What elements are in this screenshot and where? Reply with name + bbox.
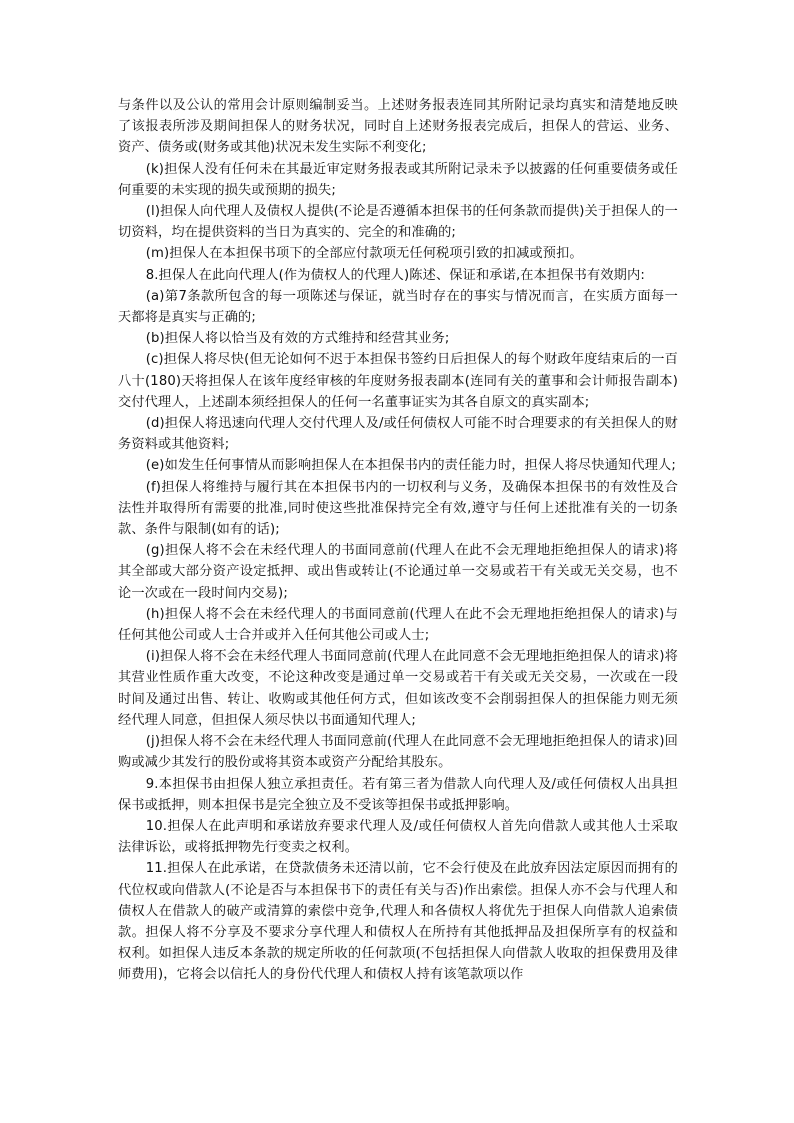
clause-8e: (e)如发生任何事情从而影响担保人在本担保书内的责任能力时，担保人将尽快通知代理人; (145, 458, 676, 474)
document-body (118, 95, 678, 986)
clause-8: 8.担保人在此向代理人(作为债权人的代理人)陈述、保证和承诺,在本担保书有效期内: (145, 267, 645, 283)
clause-10: 10.担保人在此声明和承诺放弃要求代理人及/或任何债权人首先向借款人或其他人士采取法律诉讼，或将抵押物先行变卖之权利。 (118, 818, 678, 856)
clause-8j: (j)担保人将不会在未经代理人书面同意前(代理人在此同意不会无理地拒绝担保人的请求)回购或减少其发行的股份或将其资本或资产分配给其股东。 (118, 734, 678, 771)
clause-7l: (l)担保人向代理人及债权人提供(不论是否遵循本担保书的任何条款而提供)关于担保人的一切资料，均在提供资料的当日为真实的、完全的和准确的; (118, 204, 678, 241)
clause-8b: (b)担保人将以恰当及有效的方式维持和经营其业务; (145, 331, 450, 347)
clause-9: 9.本担保书由担保人独立承担责任。若有第三者为借款人向代理人及/或任何债权人出具担保书或抵押，则本担保书是完全独立及不受该等担保书或抵押影响。 (118, 776, 678, 813)
clause-8d: (d)担保人将迅速向代理人交付代理人及/或任何债权人可能不时合理要求的有关担保人的财务资料或其他资料; (118, 416, 678, 453)
clause-7m: (m)担保人在本担保书项下的全部应付款项无任何税项引致的扣减或预扣。 (145, 246, 583, 262)
clause-8i: (i)担保人将不会在未经代理人书面同意前(代理人在此同意不会无理地拒绝担保人的请求)将其营业性质作重大改变，不论这种改变是通过单一交易或若干有关或无关交易，一次或在一段时间及通过出售、转让、收购或其他任何方式，但如该改变不会削弱担保人的担保能力则无须经代理人同意，但担保人须尽快以书面通知代理人; (118, 649, 678, 728)
clause-8h: (h)担保人将不会在未经代理人的书面同意前(代理人在此不会无理地拒绝担保人的请求)与任何其他公司或人士合并或并入任何其他公司或人士; (118, 606, 678, 644)
clause-7k: (k)担保人没有任何未在其最近审定财务报表或其所附记录未予以披露的任何重要债务或任何重要的未实现的损失或预期的损失; (118, 161, 678, 198)
clause-8c: (c)担保人将尽快(但无论如何不迟于本担保书签约日后担保人的每个财政年度结束后的一百八十(180)天将担保人在该年度经审核的年度财务报表副本(连同有关的董事和会计师报告副本)交付代理人，上述副本须经担保人的任何一名董事证实为其各自原文的真实副本; (118, 352, 678, 410)
clause-8f: (f)担保人将维持与履行其在本担保书内的一切权利与义务，及确保本担保书的有效性及合法性并取得所有需要的批准,同时使这些批准保持完全有效,遵守与任何上述批准有关的一切条款、条件与限制(如有的话); (118, 479, 678, 538)
clause-8g: (g)担保人将不会在未经代理人的书面同意前(代理人在此不会无理地拒绝担保人的请求)将其全部或大部分资产设定抵押、或出售或转让(不论通过单一交易或若干有关或无关交易，也不论一次或在一段时间内交易); (118, 543, 678, 601)
paragraph-continuation: 与条件以及公认的常用会计原则编制妥当。上述财务报表连同其所附记录均真实和清楚地反映了该报表所涉及期间担保人的财务状况，同时自上述财务报表完成后，担保人的营运、业务、资产、债务或(财务或其他)状况未发生实际不利变化; (118, 98, 678, 156)
clause-8a: (a)第7条款所包含的每一项陈述与保证，就当时存在的事实与情况而言，在实质方面每一天都将是真实与正确的; (118, 288, 678, 326)
clause-11: 11.担保人在此承诺，在贷款债务未还清以前，它不会行使及在此放弃因法定原因而拥有的代位权或向借款人(不论是否与本担保书下的责任有关与否)作出索偿。担保人亦不会与代理人和债权人在借款人的破产或清算的索偿中竞争,代理人和各债权人将优先于担保人向借款人追索债款。担保人将不分享及不要求分享代理人和债权人在所持有其他抵押品及担保所享有的权益和权利。如担保人违反本条款的规定所收的任何款项(不包括担保人向借款人收取的担保费用及律师费用)，它将会以信托人的身份代代理人和债权人持有该笔款项以作 (118, 861, 678, 983)
